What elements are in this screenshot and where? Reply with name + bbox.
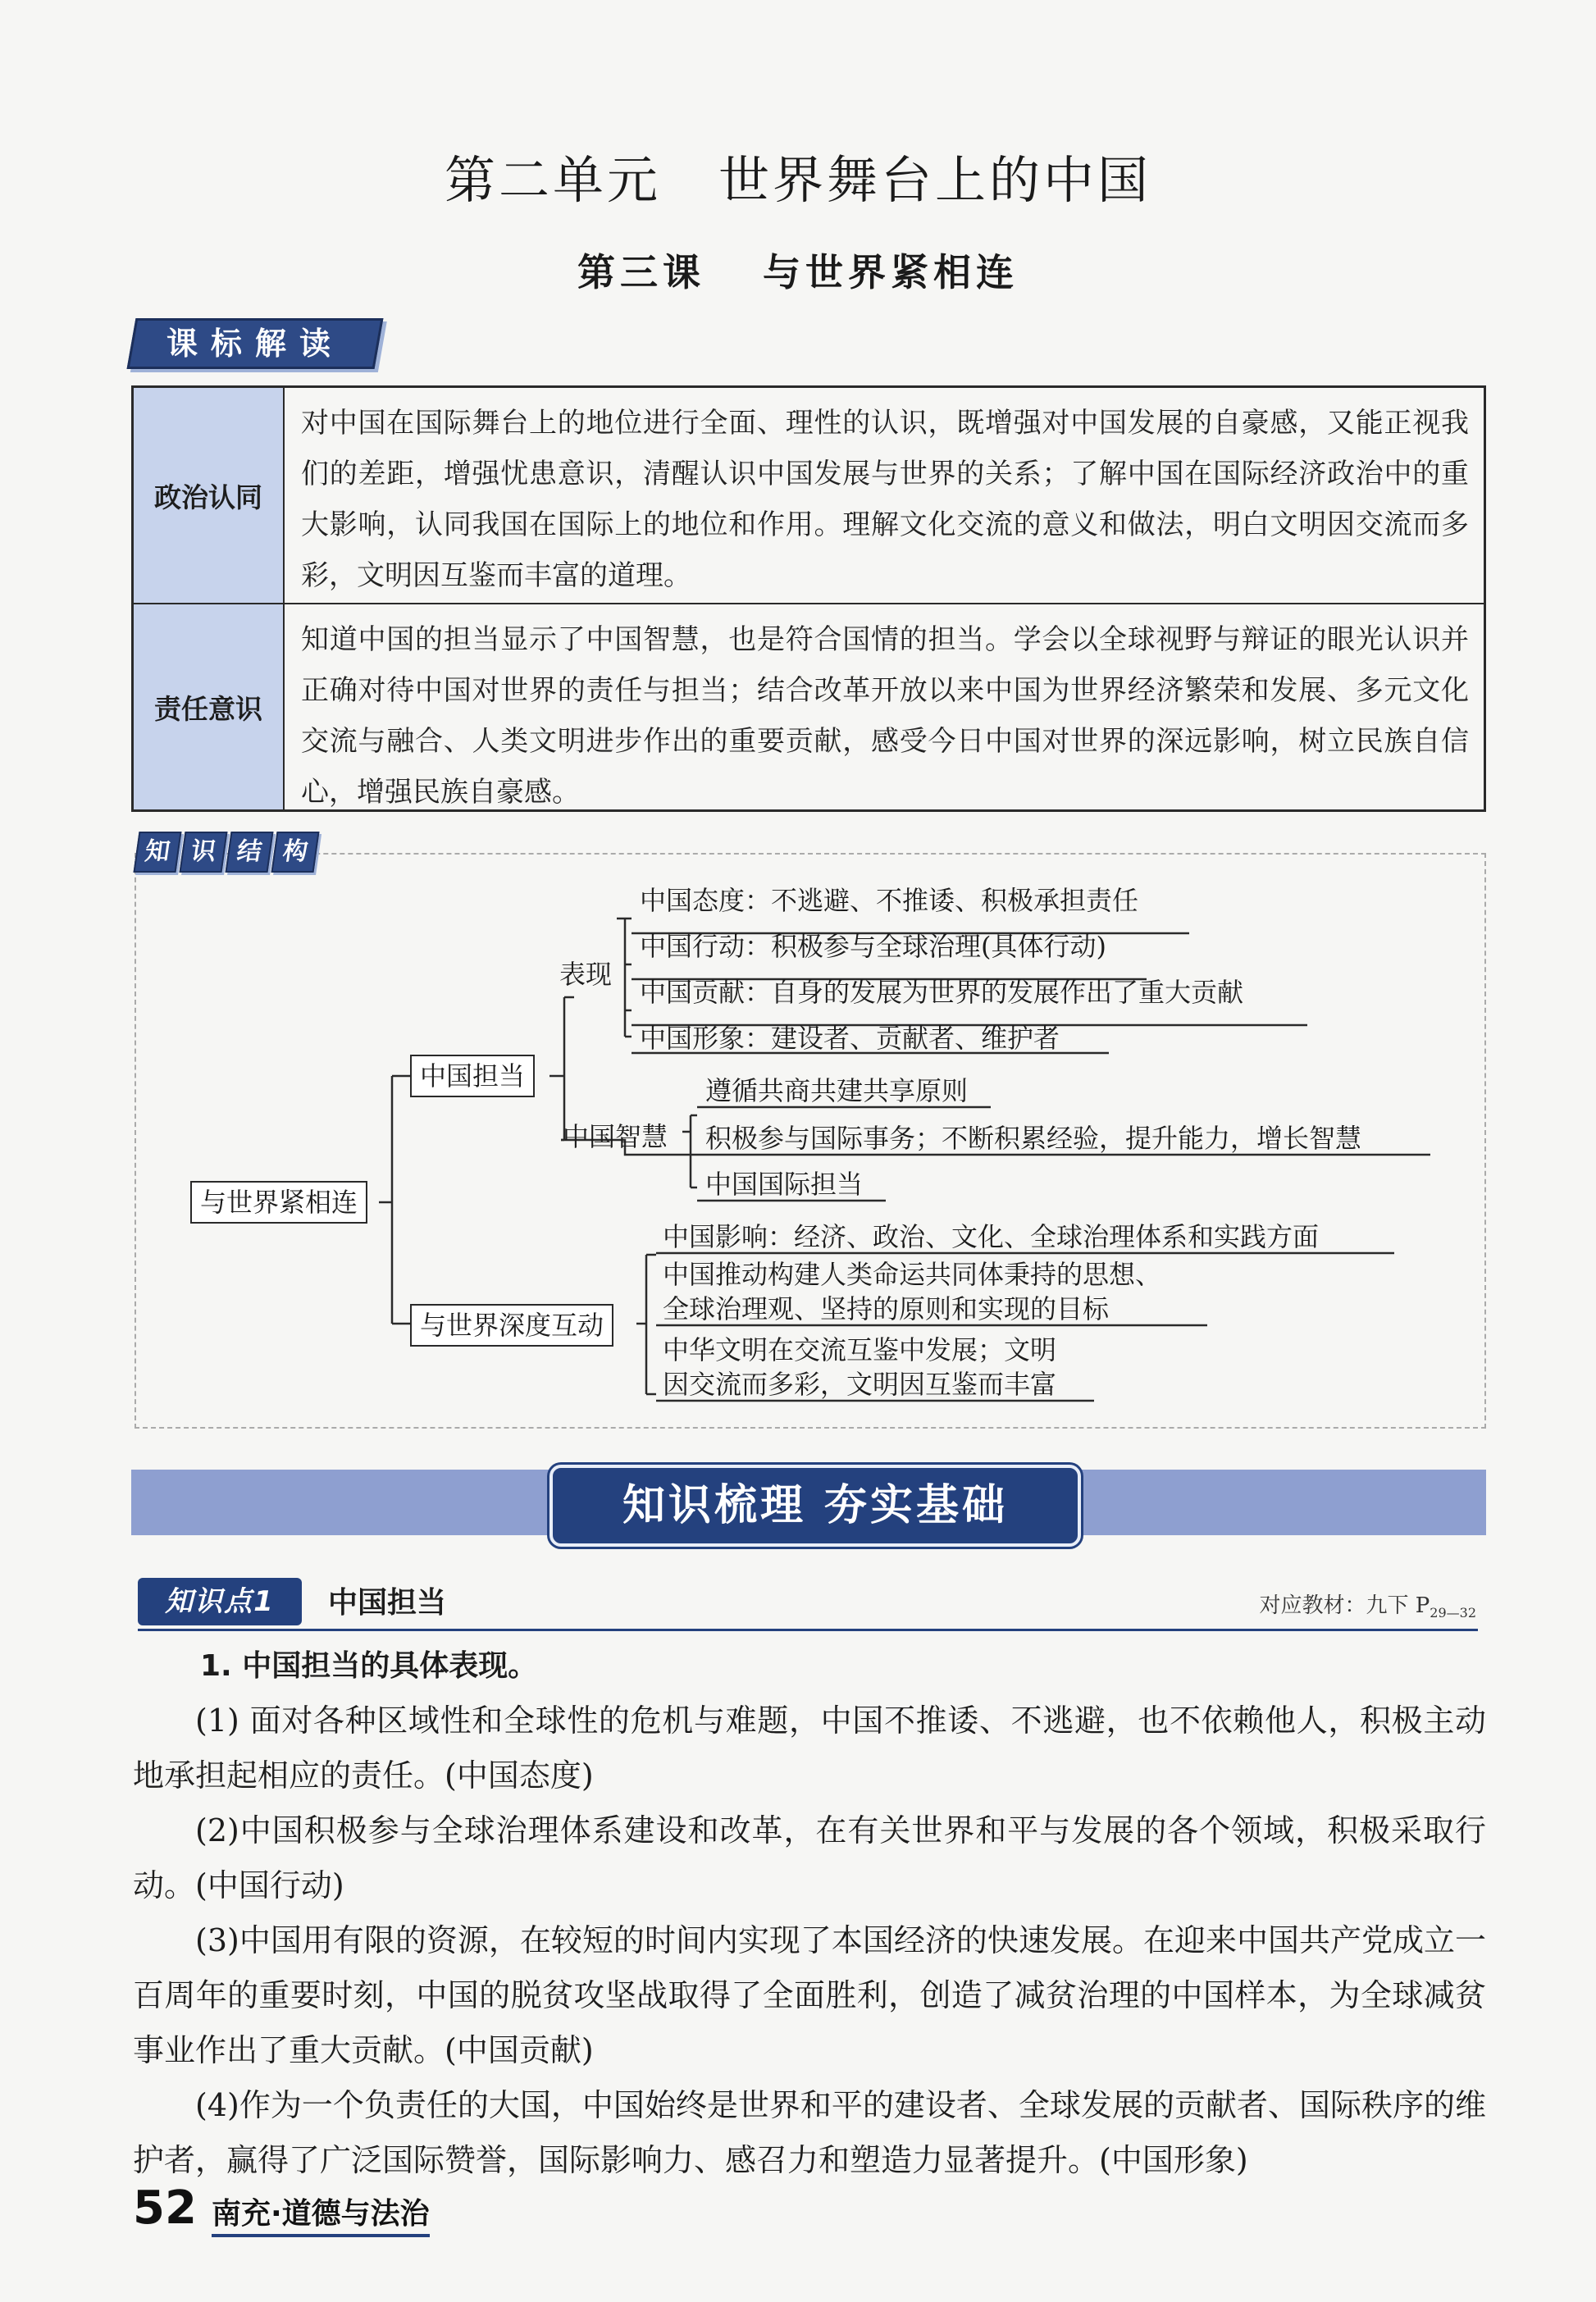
mindmap-item: 中国影响：经济、政治、文化、全球治理体系和实践方面 [663, 1221, 1320, 1252]
row-text: 对中国在国际舞台上的地位进行全面、理性的认识，既增强对中国发展的自豪感，又能正视我们的差距，增强忧患意识，清醒认识中国发展与世界的关系；了解中国在国际经济政治中的重大影响，认同我国在国际上的地位和作用。理解文化交流的意义和做法，明白文明因交流而多彩，文明因互鉴而丰富的道理。 [301, 407, 1469, 592]
lesson-name: 与世界紧相连 [763, 250, 1019, 294]
mindmap-item: 中国形象：建设者、贡献者、维护者 [640, 1023, 1060, 1054]
body-paragraph: (2)中国积极参与全球治理体系建设和改革，在有关世界和平与发展的各个领域，积极采取行动。(中国行动) [133, 1812, 1486, 1903]
section-banner-label: 知识梳理 夯实基础 [549, 1465, 1081, 1547]
body-paragraph: (1) 面对各种区域性和全球性的危机与难题，中国不推诿、不逃避，也不依赖他人，积极主动地承担起相应的责任。(中国态度) [133, 1703, 1486, 1794]
page-footer [133, 2181, 430, 2239]
mindmap-branch-china-responsibility: 中国担当 [410, 1055, 535, 1097]
footer-brand: 南充·道德与法治 [212, 2190, 430, 2237]
knowledge-point-title: 中国担当 [328, 1586, 447, 1620]
structure-tag-char: 识 [179, 832, 227, 873]
unit-number: 第二单元 [444, 150, 661, 210]
body-heading: 1. 中国担当的具体表现。 [200, 1649, 538, 1683]
mindmap-branch-deep-interaction: 与世界深度互动 [410, 1304, 613, 1347]
knowledge-point-tag: 知识点1 [138, 1578, 302, 1625]
structure-tag-char: 结 [225, 832, 273, 873]
structure-tag-char: 构 [271, 832, 319, 873]
knowledge-body [133, 1639, 1486, 2188]
mindmap-sub-wisdom: 中国智慧 [563, 1121, 668, 1152]
curriculum-tag: 课标解读 [127, 318, 384, 369]
mindmap-item: 中国国际担当 [705, 1169, 864, 1200]
mindmap-item: 积极参与国际事务；不断积累经验，提升能力，增长智慧 [705, 1123, 1362, 1154]
textbook-reference: 对应教材：九下 $P_{29—32}$ [1259, 1593, 1476, 1621]
body-paragraph: (3)中国用有限的资源，在较短的时间内实现了本国经济的快速发展。在迎来中国共产党成立一百周年的重要时刻，中国的脱贫攻坚战取得了全面胜利，创造了减贫治理的中国样本，为全球减贫事业作出了重大贡献。(中国贡献) [133, 1922, 1486, 2068]
mindmap-item: 因交流而多彩，文明因互鉴而丰富 [663, 1369, 1057, 1400]
mindmap-item: 中国行动：积极参与全球治理(具体行动) [640, 931, 1106, 962]
mindmap-item: 中国态度：不逃避、不推诿、积极承担责任 [640, 885, 1139, 916]
row-text: 知道中国的担当显示了中国智慧，也是符合国情的担当。学会以全球视野与辩证的眼光认识并正确对待中国对世界的责任与担当；结合改革开放以来中国为世界经济繁荣和发展、多元文化交流与融合、人类文明进步作出的重要贡献，感受今日中国对世界的深远影响，树立民族自信心，增强民族自豪感。 [301, 623, 1469, 809]
row-header: 政治认同 [134, 388, 285, 603]
mindmap-item: 中华文明在交流互鉴中发展；文明 [663, 1334, 1057, 1365]
mindmap-sub-performance: 表现 [559, 959, 613, 990]
body-paragraph: (4)作为一个负责任的大国，中国始终是世界和平的建设者、全球发展的贡献者、国际秩序的维护者，赢得了广泛国际赞誉，国际影响力、感召力和塑造力显著提升。(中国形象) [133, 2087, 1486, 2178]
lesson-number: 第三课 [577, 250, 705, 294]
mindmap-item: 全球治理观、坚持的原则和实现的目标 [663, 1293, 1110, 1324]
mindmap-item: 中国推动构建人类命运共同体秉持的思想、 [663, 1259, 1162, 1290]
row-header: 责任意识 [134, 604, 285, 809]
unit-name: 世界舞台上的中国 [718, 150, 1152, 210]
mindmap-root: 与世界紧相连 [190, 1181, 367, 1224]
knowledge-point-underline [138, 1629, 1478, 1631]
page-number: 52 [133, 2181, 197, 2235]
mindmap-item: 遵循共商共建共享原则 [705, 1075, 969, 1106]
structure-tag-char: 知 [133, 832, 181, 873]
mindmap-item: 中国贡献：自身的发展为世界的发展作出了重大贡献 [640, 977, 1244, 1008]
